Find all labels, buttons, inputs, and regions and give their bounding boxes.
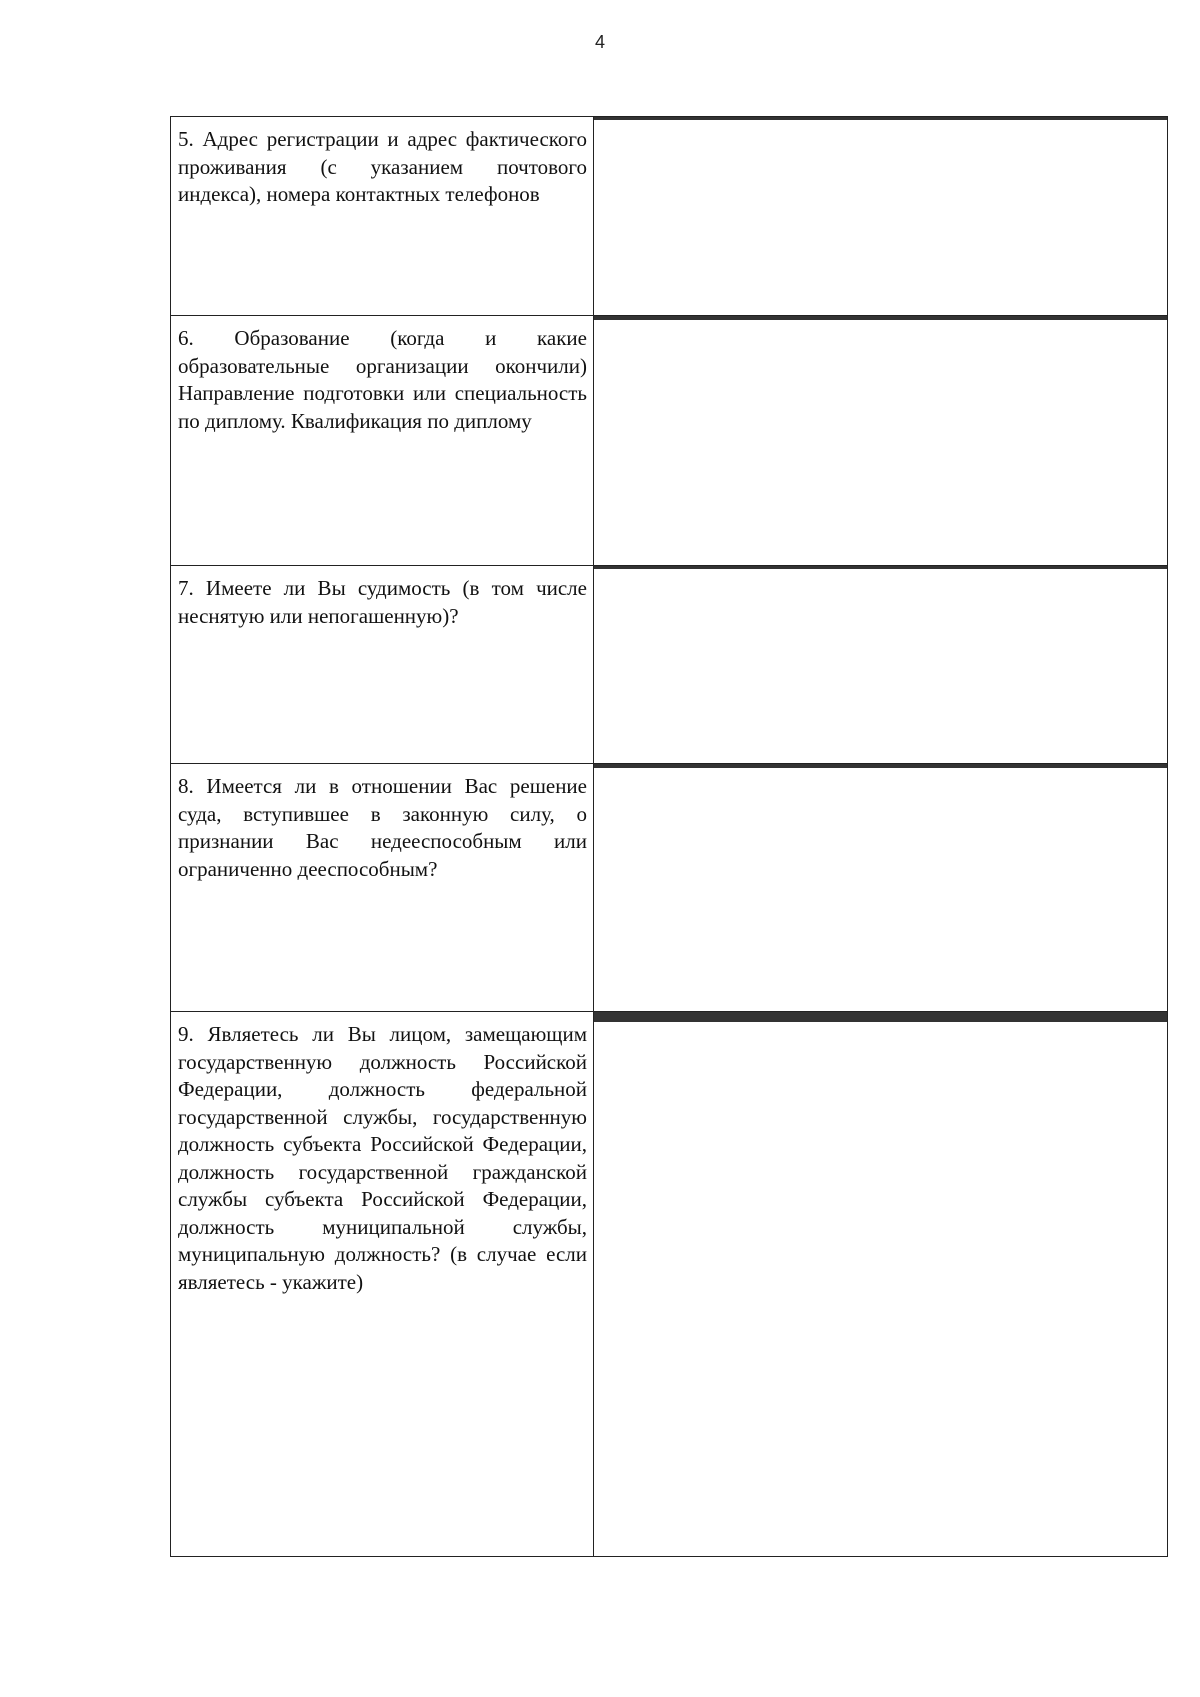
question-text: 5. Адрес регистрации и адрес фактического проживания (с указанием почтового индекса), номера контактных телефонов xyxy=(178,127,587,206)
answer-cell[interactable] xyxy=(594,764,1168,1012)
answer-cell[interactable] xyxy=(594,117,1168,316)
page-number: 4 xyxy=(594,32,605,52)
answer-lines[interactable] xyxy=(594,117,1167,120)
answer-cell[interactable] xyxy=(594,316,1168,566)
answer-lines[interactable] xyxy=(594,1012,1167,1022)
question-cell xyxy=(171,316,594,566)
question-row-6 xyxy=(171,316,1168,566)
question-row-7 xyxy=(171,566,1168,764)
question-row-5 xyxy=(171,117,1168,316)
question-row-8 xyxy=(171,764,1168,1012)
question-text: 9. Являетесь ли Вы лицом, замещающим государственную должность Российской Федерации, должность федеральной государственной службы, государственную должность субъекта Российской Федерации, должность государственной гражданской службы субъекта Российской Федерации, должность муниципальной службы, муниципальную должность? (в случае если являетесь - укажите) xyxy=(178,1022,587,1294)
answer-lines[interactable] xyxy=(594,566,1167,569)
answer-line[interactable] xyxy=(594,1021,1167,1022)
question-cell xyxy=(171,566,594,764)
question-cell xyxy=(171,764,594,1012)
question-text: 7. Имеете ли Вы судимость (в том числе неснятую или непогашенную)? xyxy=(178,576,587,628)
answer-cell[interactable] xyxy=(594,1012,1168,1557)
question-row-9 xyxy=(171,1012,1168,1557)
answer-lines[interactable] xyxy=(594,764,1167,768)
question-cell xyxy=(171,1012,594,1557)
question-cell xyxy=(171,117,594,316)
questionnaire-table xyxy=(170,116,1168,1557)
question-text: 8. Имеется ли в отношении Вас решение суда, вступившее в законную силу, о признании Вас недееспособным или ограниченно дееспособным? xyxy=(178,774,587,881)
answer-line[interactable] xyxy=(594,767,1167,768)
answer-line[interactable] xyxy=(594,568,1167,569)
answer-lines[interactable] xyxy=(594,316,1167,320)
question-text: 6. Образование (когда и какие образовательные организации окончили) Направление подготовки или специальность по диплому. Квалификация по диплому xyxy=(178,326,587,433)
answer-line[interactable] xyxy=(594,319,1167,320)
answer-cell[interactable] xyxy=(594,566,1168,764)
answer-line[interactable] xyxy=(594,119,1167,120)
